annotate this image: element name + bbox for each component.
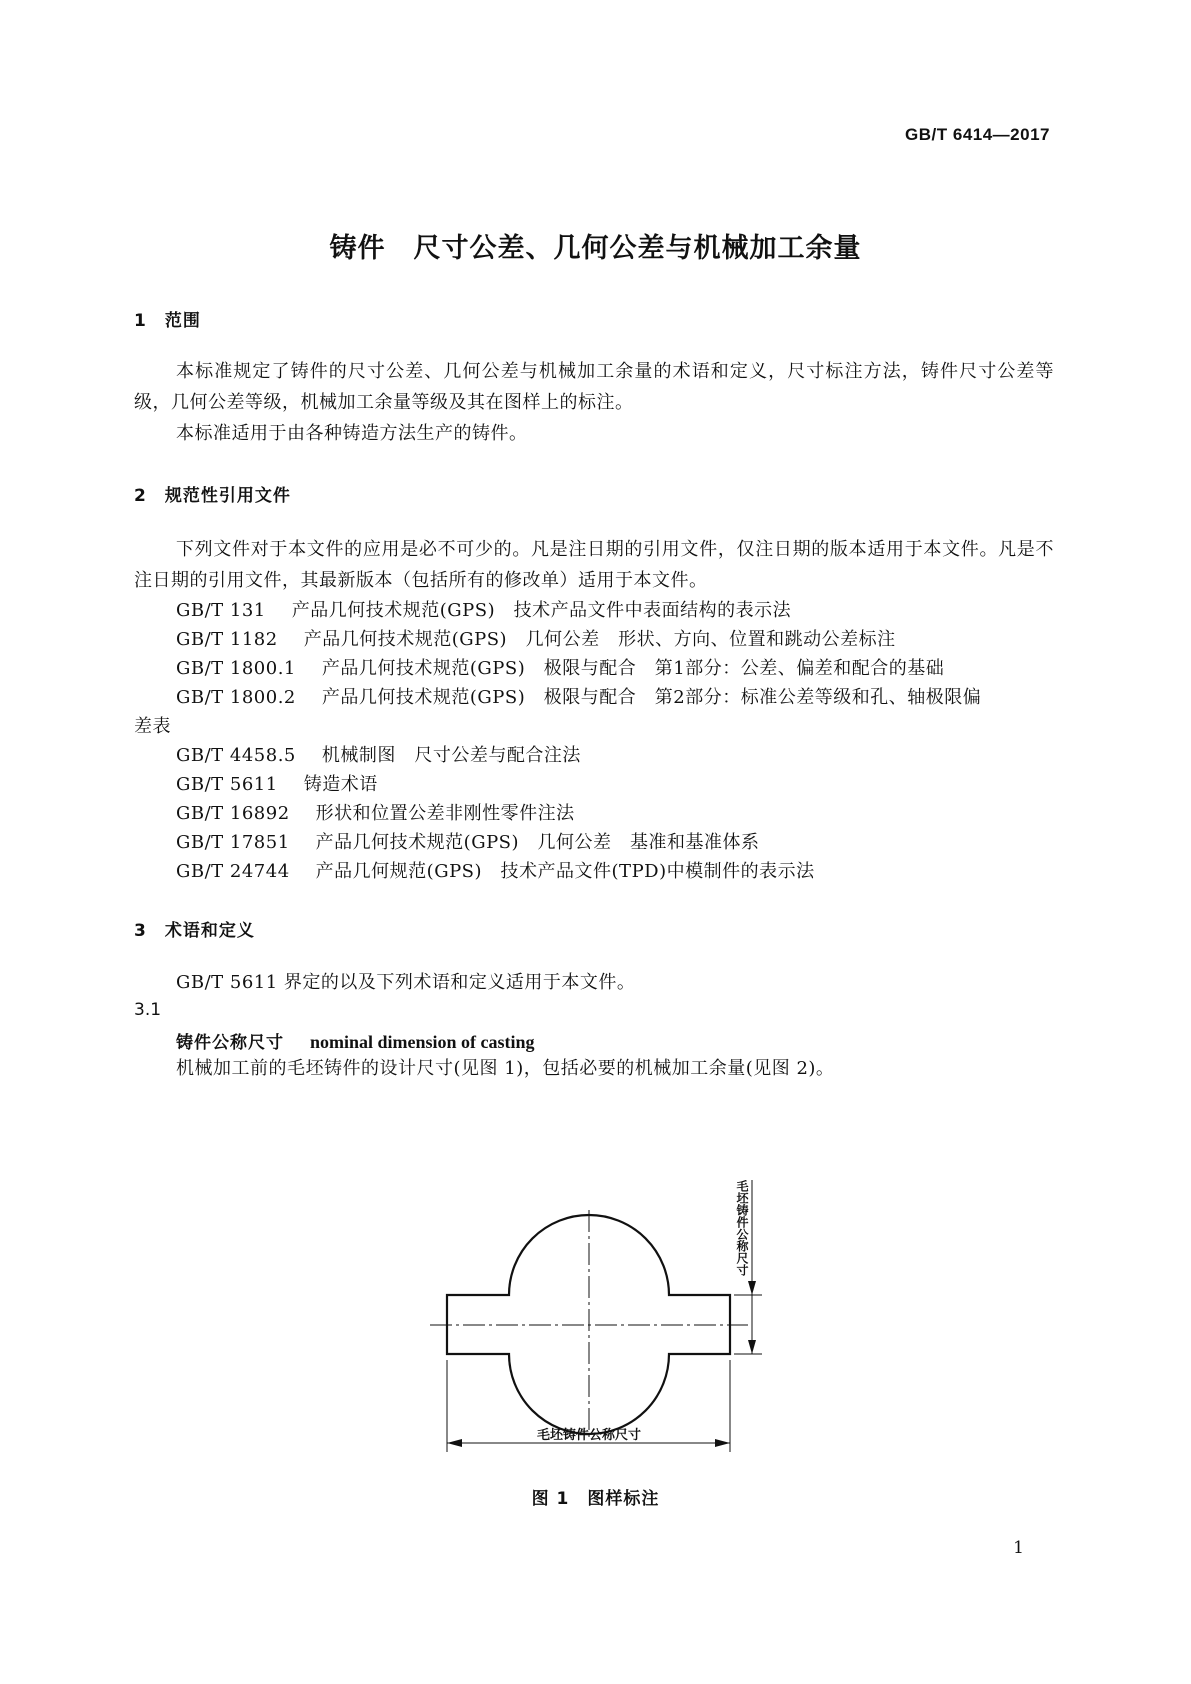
dimension-arrows	[447, 1281, 756, 1447]
reference-title: 产品几何技术规范(GPS) 技术产品文件中表面结构的表示法	[291, 600, 792, 621]
reference-title: 铸造术语	[303, 774, 378, 795]
term-english: nominal dimension of casting	[310, 1032, 535, 1052]
section-3-intro: GB/T 5611 界定的以及下列术语和定义适用于本文件。	[176, 972, 636, 993]
reference-code: GB/T 5611	[176, 774, 278, 795]
reference-title: 产品几何技术规范(GPS) 几何公差 基准和基准体系	[315, 832, 760, 853]
reference-code: GB/T 1800.1	[176, 658, 296, 679]
figure-1-caption: 图 1 图样标注	[531, 1489, 660, 1509]
reference-continuation: 差表	[134, 716, 171, 737]
reference-code: GB/T 131	[176, 600, 266, 621]
term-chinese: 铸件公称尺寸	[176, 1033, 284, 1053]
reference-code: GB/T 1182	[176, 629, 278, 650]
dimension-lines	[447, 1180, 762, 1452]
section-1-paragraph-2: 本标准适用于由各种铸造方法生产的铸件。	[176, 423, 528, 444]
page-title: 铸件 尺寸公差、几何公差与机械加工余量	[329, 233, 862, 264]
reference-code: GB/T 16892	[176, 803, 290, 824]
section-2-intro: 下列文件对于本文件的应用是必不可少的。凡是注日期的引用文件，仅注日期的版本适用于本文件。凡是不注日期的引用文件，其最新版本（包括所有的修改单）适用于本文件。	[134, 539, 1054, 591]
reference-title: 形状和位置公差非刚性零件注法	[315, 803, 575, 824]
standard-number: GB/T 6414—2017	[905, 125, 1050, 144]
section-2-heading: 2 规范性引用文件	[134, 486, 291, 506]
center-lines	[430, 1210, 748, 1440]
reference-title: 机械制图 尺寸公差与配合注法	[321, 745, 581, 766]
reference-title: 产品几何规范(GPS) 技术产品文件(TPD)中模制件的表示法	[315, 861, 815, 882]
horizontal-dimension-label: 毛坯铸件公称尺寸	[536, 1428, 641, 1443]
reference-title: 产品几何技术规范(GPS) 极限与配合 第1部分：公差、偏差和配合的基础	[321, 658, 945, 679]
reference-code: GB/T 17851	[176, 832, 290, 853]
section-1-paragraph-1: 本标准规定了铸件的尺寸公差、几何公差与机械加工余量的术语和定义，尺寸标注方法，铸件尺寸公差等级，几何公差等级，机械加工余量等级及其在图样上的标注。	[134, 361, 1054, 413]
term-number: 3.1	[134, 1000, 162, 1020]
reference-code: GB/T 4458.5	[176, 745, 296, 766]
reference-code: GB/T 1800.2	[176, 687, 296, 708]
page-number: 1	[1013, 1538, 1024, 1558]
reference-title: 产品几何技术规范(GPS) 极限与配合 第2部分：标准公差等级和孔、轴极限偏	[321, 687, 982, 708]
reference-title: 产品几何技术规范(GPS) 几何公差 形状、方向、位置和跳动公差标注	[303, 629, 896, 650]
section-1-heading: 1 范围	[134, 311, 201, 331]
section-3-heading: 3 术语和定义	[134, 921, 255, 941]
reference-code: GB/T 24744	[176, 861, 290, 882]
vertical-dimension-label: 毛坯铸件公称尺寸	[735, 1180, 749, 1276]
term-definition: 机械加工前的毛坯铸件的设计尺寸(见图 1)，包括必要的机械加工余量(见图 2)。	[176, 1058, 835, 1079]
